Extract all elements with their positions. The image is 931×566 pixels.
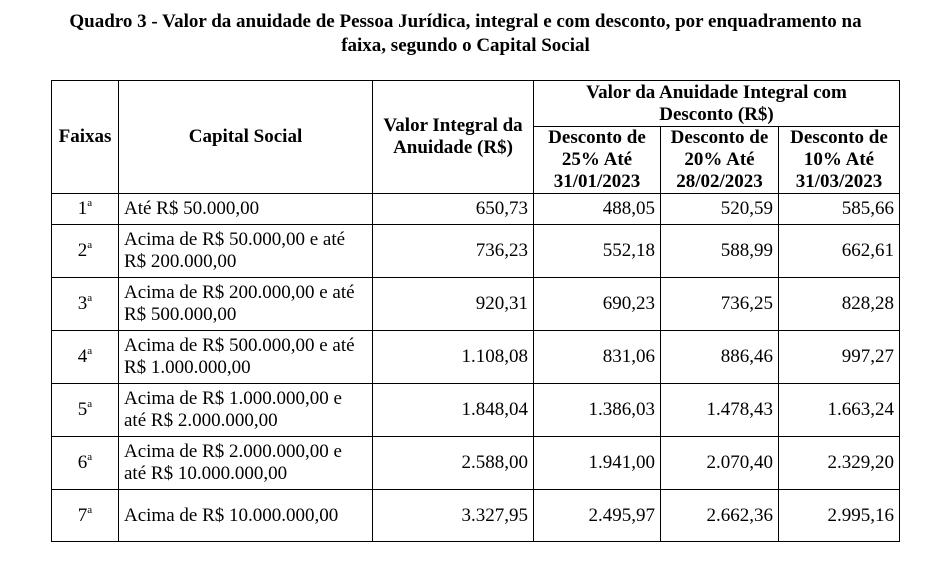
desconto-20-cell: 2.662,36 [661, 490, 779, 542]
header-d20-line-1: Desconto de [670, 127, 769, 148]
header-desconto-25 [534, 127, 661, 194]
faixa-number: 2 [77, 240, 88, 261]
desconto-10-cell: 2.329,20 [779, 437, 900, 490]
integral-cell: 920,31 [373, 278, 534, 331]
desconto-20-cell: 886,46 [661, 331, 779, 384]
header-d20-line-2: 20% Até [684, 149, 755, 170]
header-d25-line-3: 31/01/2023 [553, 171, 641, 192]
title-line-2: faixa, segundo o Capital Social [341, 35, 590, 56]
capital-line-1: Acima de R$ 500.000,00 e até [124, 335, 355, 356]
header-valor-integral-line-1: Valor Integral da [383, 115, 523, 136]
capital-cell [119, 225, 373, 278]
faixa-ordinal: a [87, 239, 93, 251]
header-d25-line-1: Desconto de [548, 127, 646, 148]
desconto-20-cell: 1.478,43 [661, 384, 779, 437]
capital-cell [119, 384, 373, 437]
desconto-20-cell: 520,59 [661, 194, 779, 225]
faixa-number: 4 [77, 346, 88, 367]
desconto-20-cell: 736,25 [661, 278, 779, 331]
table-row [52, 331, 900, 384]
desconto-10-cell: 1.663,24 [779, 384, 900, 437]
faixa-number: 1 [77, 198, 88, 219]
desconto-20-cell: 588,99 [661, 225, 779, 278]
header-desconto-10 [779, 127, 900, 194]
capital-line-2: R$ 1.000.000,00 [124, 357, 251, 378]
faixa-ordinal: a [87, 451, 93, 463]
desconto-10-cell: 2.995,16 [779, 490, 900, 542]
faixa-ordinal: a [87, 292, 93, 304]
header-discount-group [534, 81, 900, 127]
header-d10-line-3: 31/03/2023 [795, 171, 883, 192]
capital-line-1: Até R$ 50.000,00 [124, 198, 260, 219]
table-row [52, 490, 900, 542]
capital-line-1: Acima de R$ 1.000.000,00 e [124, 388, 342, 409]
table-row [52, 384, 900, 437]
desconto-25-cell: 1.386,03 [534, 384, 661, 437]
desconto-25-cell: 1.941,00 [534, 437, 661, 490]
header-desconto-20 [661, 127, 779, 194]
capital-line-1: Acima de R$ 200.000,00 e até [124, 282, 355, 303]
desconto-25-cell: 552,18 [534, 225, 661, 278]
integral-cell: 2.588,00 [373, 437, 534, 490]
header-row-1 [52, 81, 900, 127]
desconto-25-cell: 488,05 [534, 194, 661, 225]
desconto-20-cell: 2.070,40 [661, 437, 779, 490]
annuity-table [51, 80, 900, 542]
integral-cell: 1.108,08 [373, 331, 534, 384]
header-d10-line-1: Desconto de [790, 127, 888, 148]
desconto-10-cell: 662,61 [779, 225, 900, 278]
capital-line-2: até R$ 10.000.000,00 [124, 463, 288, 484]
faixa-cell [52, 278, 119, 331]
faixa-number: 3 [77, 293, 88, 314]
capital-cell [119, 331, 373, 384]
desconto-25-cell: 831,06 [534, 331, 661, 384]
header-d10-line-2: 10% Até [803, 149, 875, 170]
faixa-ordinal: a [87, 197, 93, 209]
capital-line-2: até R$ 2.000.000,00 [124, 410, 278, 431]
faixa-cell [52, 331, 119, 384]
table-row [52, 194, 900, 225]
table-row [52, 278, 900, 331]
desconto-10-cell: 585,66 [779, 194, 900, 225]
faixa-number: 5 [77, 399, 88, 420]
table-row [52, 225, 900, 278]
desconto-25-cell: 2.495,97 [534, 490, 661, 542]
desconto-10-cell: 997,27 [779, 331, 900, 384]
desconto-25-cell: 690,23 [534, 278, 661, 331]
integral-cell: 650,73 [373, 194, 534, 225]
header-discount-group-line-2: Desconto (R$) [659, 103, 774, 125]
faixa-ordinal: a [87, 345, 93, 357]
header-d20-line-3: 28/02/2023 [676, 171, 763, 192]
integral-cell: 1.848,04 [373, 384, 534, 437]
header-valor-integral [373, 81, 534, 194]
integral-cell: 3.327,95 [373, 490, 534, 542]
header-d25-line-2: 25% Até [561, 149, 633, 170]
title-line-1: Quadro 3 - Valor da anuidade de Pessoa Jurídica, integral e com desconto, por enquadramento na [69, 11, 862, 32]
desconto-10-cell: 828,28 [779, 278, 900, 331]
capital-line-1: Acima de R$ 50.000,00 e até [124, 229, 346, 250]
capital-cell [119, 194, 373, 225]
capital-cell [119, 490, 373, 542]
faixa-cell [52, 225, 119, 278]
header-faixas: Faixas [52, 81, 119, 194]
capital-line-2: R$ 500.000,00 [124, 304, 237, 325]
document-title [0, 10, 931, 58]
integral-cell: 736,23 [373, 225, 534, 278]
faixa-ordinal: a [87, 398, 93, 410]
faixa-ordinal: a [87, 503, 93, 516]
capital-cell [119, 278, 373, 331]
faixa-number: 7 [77, 504, 88, 526]
capital-line-2: R$ 200.000,00 [124, 251, 237, 272]
header-discount-group-line-1: Valor da Anuidade Integral com [586, 81, 847, 103]
capital-line-1: Acima de R$ 10.000.000,00 [124, 504, 339, 526]
header-valor-integral-line-2: Anuidade (R$) [393, 137, 513, 158]
faixa-cell [52, 490, 119, 542]
capital-cell [119, 437, 373, 490]
table-row [52, 437, 900, 490]
faixa-cell [52, 384, 119, 437]
faixa-number: 6 [77, 452, 88, 473]
header-capital-social: Capital Social [119, 81, 373, 194]
faixa-cell [52, 437, 119, 490]
capital-line-1: Acima de R$ 2.000.000,00 e [124, 441, 342, 462]
faixa-cell [52, 194, 119, 225]
